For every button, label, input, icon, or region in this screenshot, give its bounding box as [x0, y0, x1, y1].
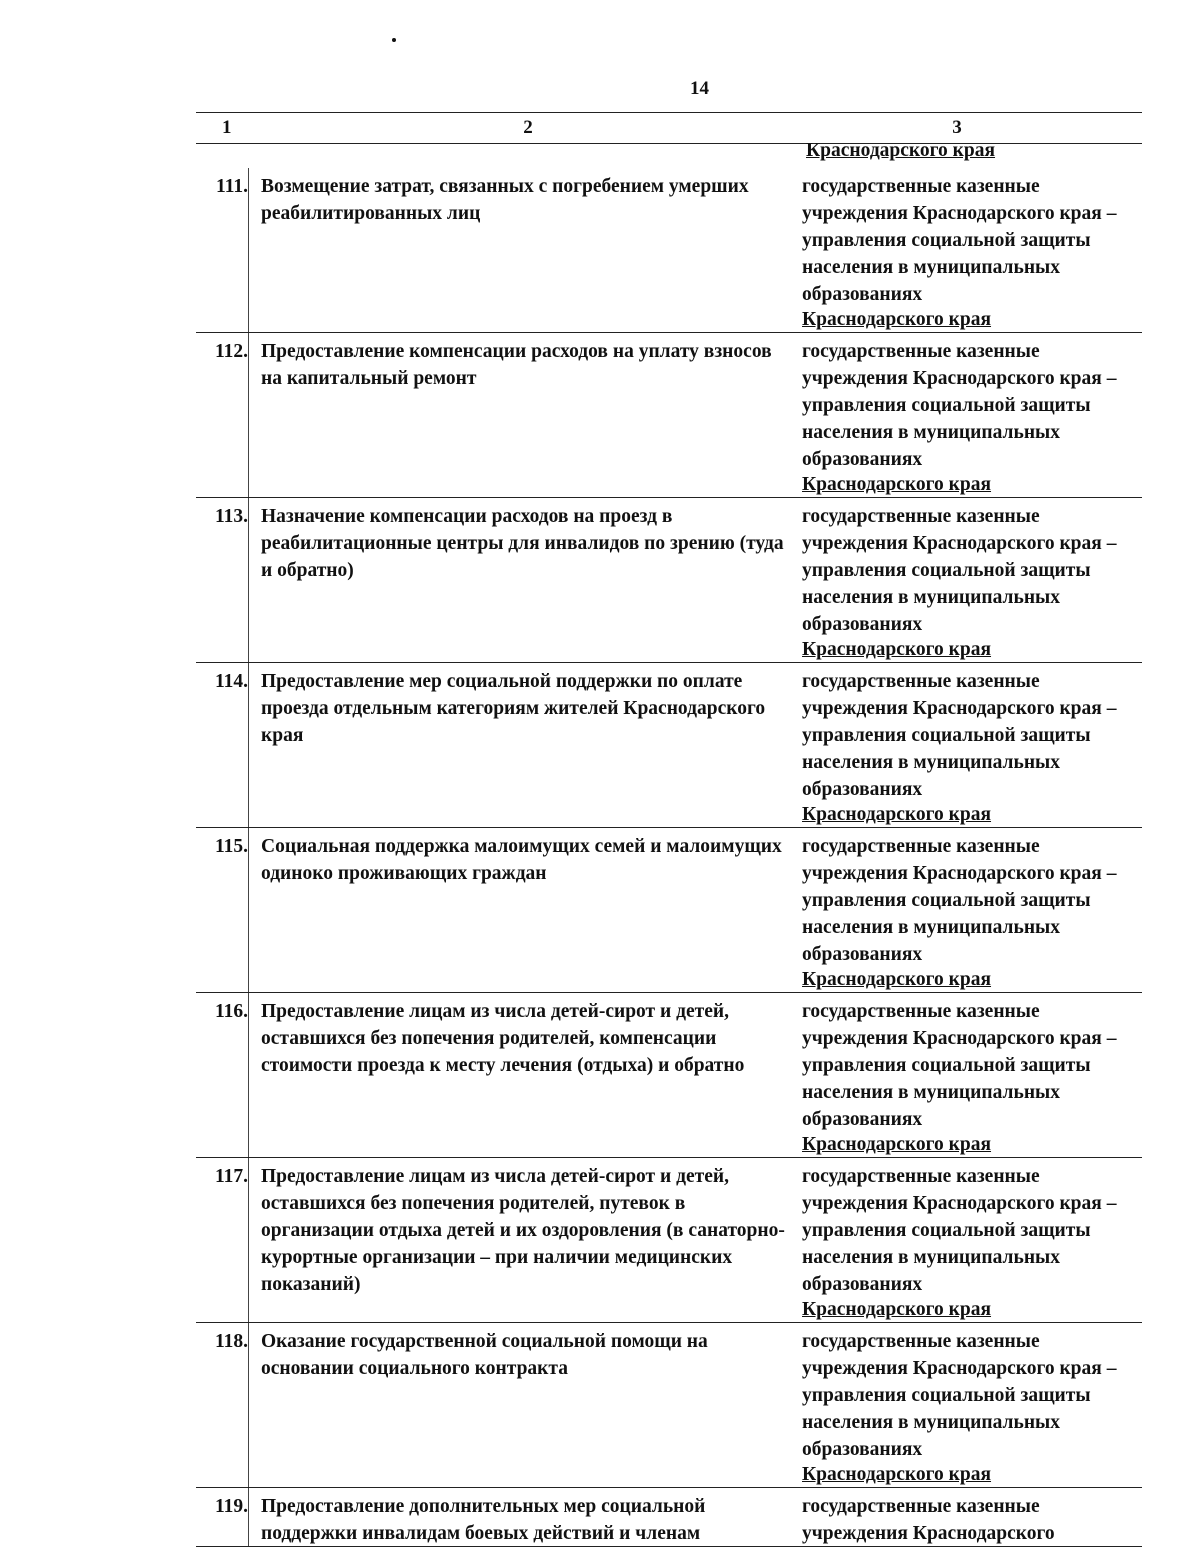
services-table [196, 112, 1142, 1547]
table-row [196, 333, 1142, 497]
org-text: государственные казенные учреждения Краснодарского края – управления социальной защиты населения в муниципальных образованиях [802, 176, 1117, 305]
row-number: 111. [216, 176, 248, 197]
service-name: Возмещение затрат, связанных с погребением умерших реабилитированных лиц [261, 176, 749, 224]
service-name-cell [248, 333, 802, 497]
org-tail: Краснодарского края [802, 639, 992, 660]
service-name-cell [248, 1158, 802, 1322]
org-text: государственные казенные учреждения Краснодарского края – управления социальной защиты населения в муниципальных образованиях [802, 506, 1117, 635]
row-number: 119. [214, 1496, 248, 1517]
row-number: 117. [214, 1166, 248, 1187]
table-row [196, 498, 1142, 662]
service-name-cell [248, 498, 802, 662]
org-text: государственные казенные учреждения Краснодарского края – управления социальной защиты населения в муниципальных образованиях [802, 1001, 1117, 1130]
service-name: Предоставление мер социальной поддержки по оплате проезда отдельным категориям жителей Краснодарского края [261, 671, 766, 746]
service-name-cell [248, 828, 802, 992]
org-tail: Краснодарского края [802, 1464, 992, 1485]
service-name-cell [248, 993, 802, 1157]
table-row [196, 1158, 1142, 1322]
org-text: государственные казенные учреждения Краснодарского края – управления социальной защиты населения в муниципальных образованиях [802, 1166, 1117, 1295]
org-cell [802, 168, 1142, 332]
org-tail: Краснодарского края [802, 1134, 992, 1155]
lead-row [196, 140, 1142, 168]
row-number: 115. [214, 836, 248, 857]
service-name: Социальная поддержка малоимущих семей и малоимущих одиноко проживающих граждан [261, 836, 782, 884]
org-tail: Краснодарского края [802, 1299, 992, 1320]
org-text: государственные казенные учреждения Краснодарского края – управления социальной защиты населения в муниципальных образованиях [802, 671, 1117, 800]
service-name: Предоставление компенсации расходов на уплату взносов на капитальный ремонт [261, 341, 772, 389]
service-name: Назначение компенсации расходов на проезд в реабилитационные центры для инвалидов по зрению (туда и обратно) [261, 506, 784, 581]
table-row [196, 993, 1142, 1157]
table-row [196, 1488, 1142, 1546]
header-col-3: 3 [952, 117, 962, 138]
table-row [196, 1323, 1142, 1487]
org-cell [802, 333, 1142, 497]
org-cell [802, 828, 1142, 992]
service-name-cell [248, 1488, 802, 1546]
org-cell [802, 993, 1142, 1157]
service-name-cell [248, 168, 802, 332]
org-cell [802, 1488, 1142, 1546]
org-tail: Краснодарского края [802, 474, 992, 495]
row-number: 114. [214, 671, 248, 692]
service-name: Предоставление лицам из числа детей-сирот и детей, оставшихся без попечения родителей, компенсации стоимости проезда к месту лечения (отдыха) и обратно [261, 1001, 745, 1076]
org-text: государственные казенные учреждения Краснодарского края – управления социальной защиты населения в муниципальных образованиях [802, 341, 1117, 470]
org-tail: Краснодарского края [802, 969, 992, 990]
service-name: Предоставление дополнительных мер социальной поддержки инвалидам боевых действий и членам [261, 1496, 706, 1544]
table-row [196, 663, 1142, 827]
org-cell [802, 663, 1142, 827]
scan-dot [392, 38, 396, 42]
org-cell [802, 498, 1142, 662]
table-header-row [196, 113, 1142, 143]
row-number: 116. [214, 1001, 248, 1022]
row-number: 112. [214, 341, 248, 362]
table-row [196, 168, 1142, 332]
org-cell [802, 1323, 1142, 1487]
org-tail: Краснодарского края [802, 309, 992, 330]
org-text: государственные казенные учреждения Краснодарского [802, 1496, 1055, 1544]
header-col-2: 2 [523, 117, 533, 138]
header-col-1: 1 [222, 117, 232, 138]
org-text: государственные казенные учреждения Краснодарского края – управления социальной защиты населения в муниципальных образованиях [802, 1331, 1117, 1460]
lead-cell-text: Краснодарского края [806, 140, 996, 161]
row-number: 118. [214, 1331, 248, 1352]
org-text: государственные казенные учреждения Краснодарского края – управления социальной защиты населения в муниципальных образованиях [802, 836, 1117, 965]
org-cell [802, 1158, 1142, 1322]
service-name-cell [248, 1323, 802, 1487]
org-tail: Краснодарского края [802, 804, 992, 825]
row-number: 113. [214, 506, 248, 527]
service-name: Предоставление лицам из числа детей-сирот и детей, оставшихся без попечения родителей, путевок в организации отдыха детей и их оздоровления (в санаторно-курортные организации – при наличии медицинских показаний) [261, 1166, 785, 1295]
service-name-cell [248, 663, 802, 827]
page-number: 14 [690, 78, 709, 99]
service-name: Оказание государственной социальной помощи на основании социального контракта [261, 1331, 708, 1379]
table-row [196, 828, 1142, 992]
